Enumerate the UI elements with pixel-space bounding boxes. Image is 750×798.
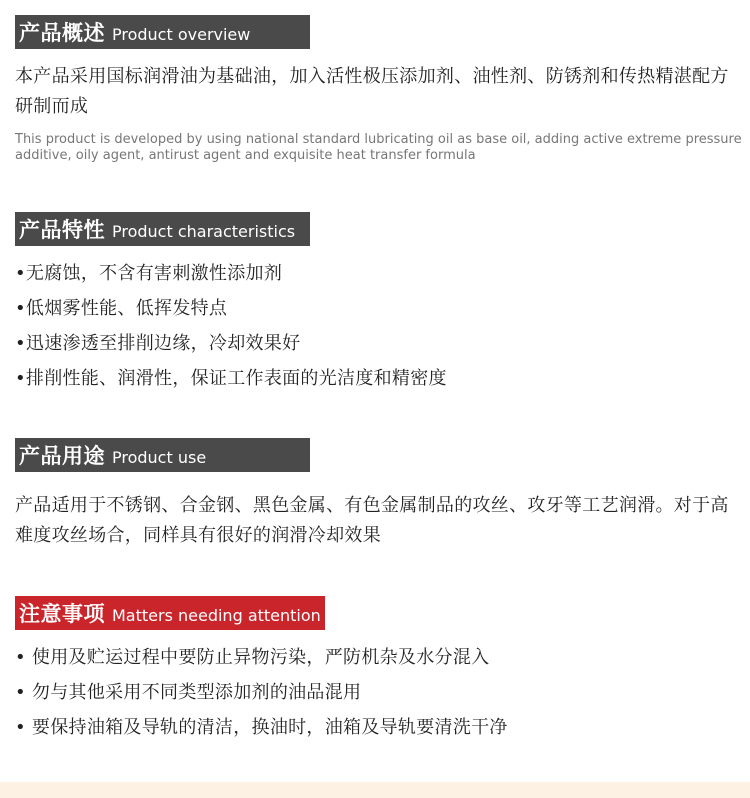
overview-header — [15, 15, 310, 49]
use-title-en: Product use — [112, 447, 207, 467]
overview-text-zh: 本产品采用国标润滑油为基础油，加入活性极压添加剂、油性剂、防锈剂和传热精湛配方研制而成 — [15, 66, 729, 117]
attention-list — [15, 643, 508, 748]
list-item-text: 迅速渗透至排削边缘，冷却效果好 — [25, 333, 301, 354]
use-title-zh: 产品用途 — [19, 444, 105, 468]
list-item-text: 勿与其他采用不同类型添加剂的油品混用 — [31, 682, 362, 703]
characteristics-header — [15, 212, 310, 246]
list-item — [15, 643, 508, 678]
bullet-icon: • — [15, 647, 26, 668]
list-item — [15, 713, 508, 748]
list-item — [15, 678, 508, 713]
attention-title-zh: 注意事项 — [19, 602, 105, 626]
bottom-band — [0, 782, 750, 798]
bullet-icon: • — [15, 298, 26, 319]
overview-title-zh: 产品概述 — [19, 21, 105, 45]
list-item-text: 无腐蚀，不含有害刺激性添加剂 — [25, 263, 283, 284]
overview-title-en: Product overview — [112, 24, 251, 44]
list-item-text: 排削性能、润滑性，保证工作表面的光洁度和精密度 — [25, 368, 447, 389]
overview-text-en: This product is developed by using national standard lubricating oil as base oil, adding active extreme pressure additive, oily agent, antirust agent and exquisite heat transfer formula — [15, 132, 742, 163]
use-text: 产品适用于不锈钢、合金钢、黑色金属、有色金属制品的攻丝、攻牙等工艺润滑。对于高难度攻丝场合，同样具有很好的润滑冷却效果 — [15, 495, 729, 546]
characteristics-title-en: Product characteristics — [112, 221, 296, 241]
attention-header — [15, 596, 325, 630]
list-item — [15, 364, 447, 399]
list-item — [15, 294, 447, 329]
bullet-icon: • — [15, 263, 26, 284]
list-item — [15, 259, 447, 294]
use-header — [15, 438, 310, 472]
list-item-text: 要保持油箱及导轨的清洁，换油时，油箱及导轨要清洗干净 — [31, 717, 508, 738]
bullet-icon: • — [15, 717, 26, 738]
list-item-text: 使用及贮运过程中要防止异物污染，严防机杂及水分混入 — [31, 647, 490, 668]
attention-title-en: Matters needing attention — [112, 605, 321, 625]
bullet-icon: • — [15, 368, 26, 389]
characteristics-list — [15, 259, 447, 399]
bullet-icon: • — [15, 682, 26, 703]
list-item — [15, 329, 447, 364]
characteristics-title-zh: 产品特性 — [19, 218, 105, 242]
bullet-icon: • — [15, 333, 26, 354]
list-item-text: 低烟雾性能、低挥发特点 — [25, 298, 228, 319]
